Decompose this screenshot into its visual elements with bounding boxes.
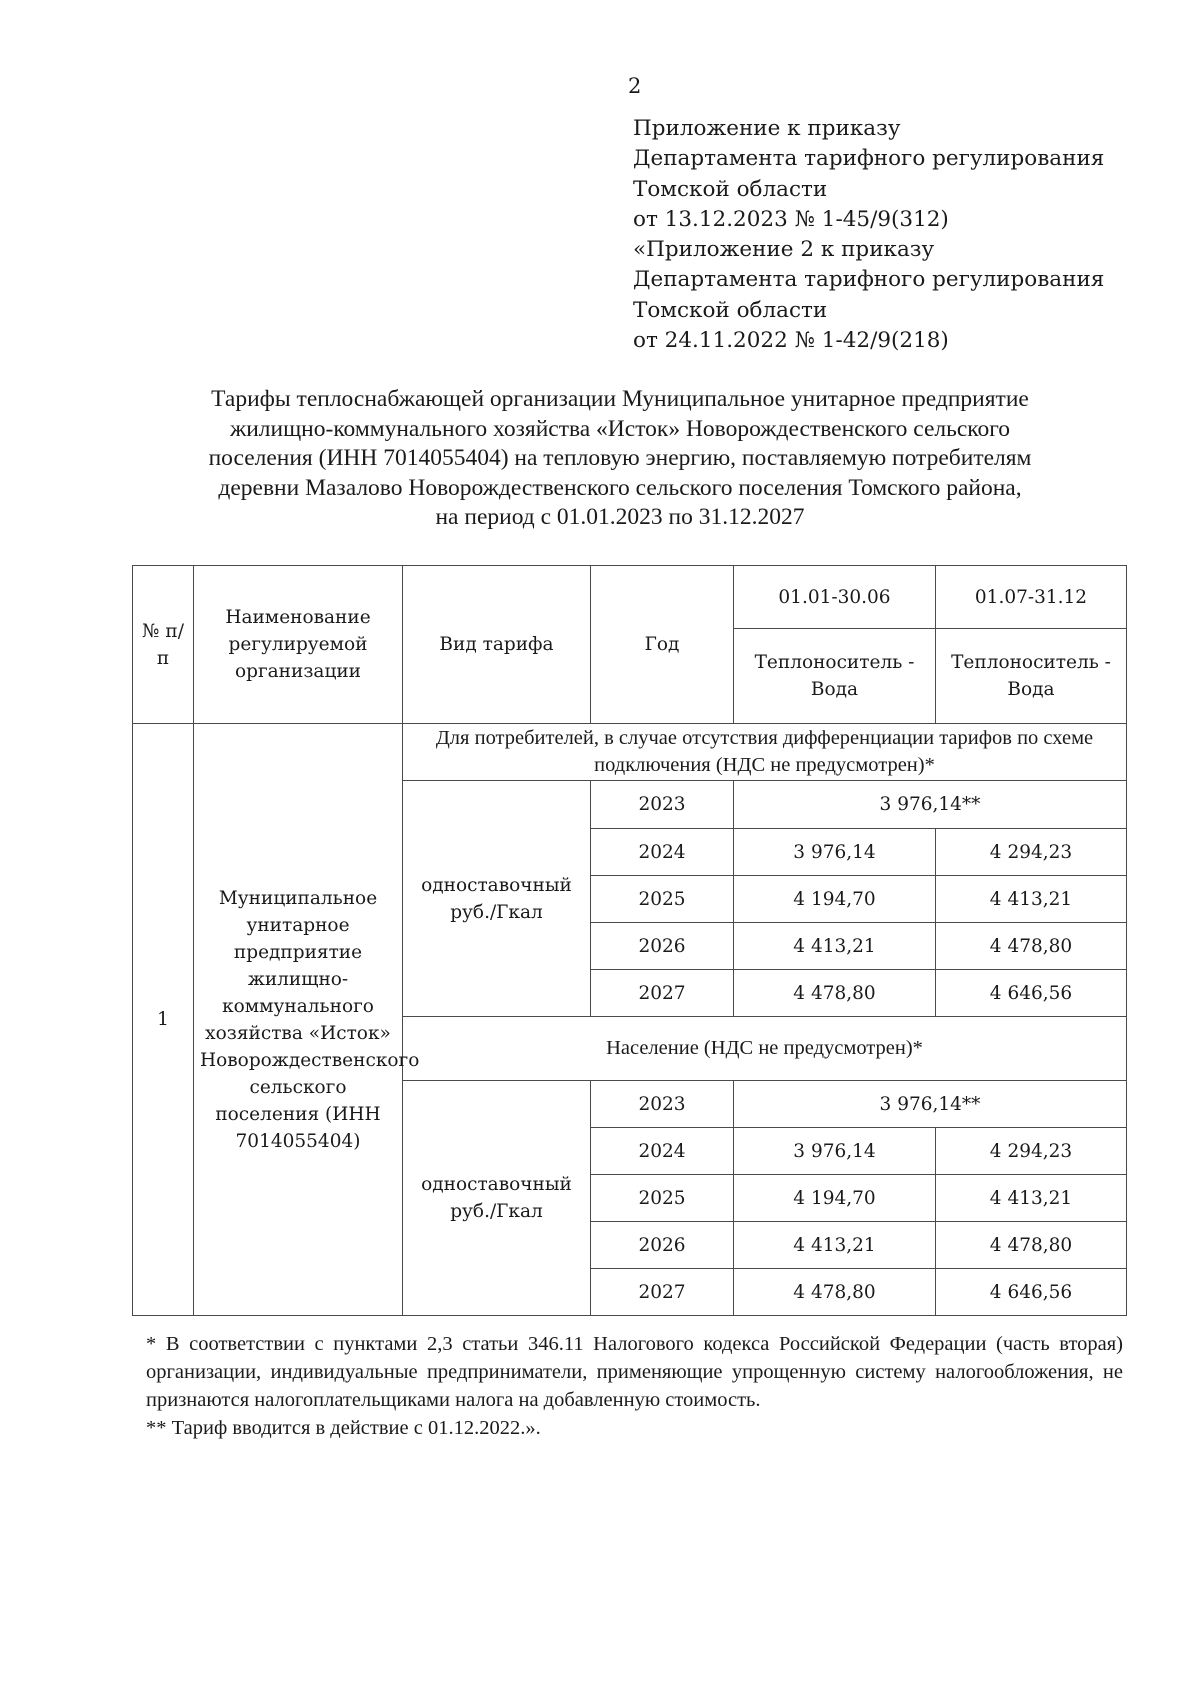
title-line: жилищно-коммунального хозяйства «Исток» Новорождественского сельского (229, 415, 1011, 442)
footnote-vat: * В соответствии с пунктами 2,3 статьи 346.11 Налогового кодекса Российской Федерации (часть вторая) организации, индивидуальные предприниматели, применяющие упрощенную систему налогообложения, не признаются налогоплательщиками налога на добавленную стоимость. (146, 1333, 1123, 1411)
year-cell: 2024 (591, 1128, 734, 1175)
title-line: поселения (ИНН 7014055404) на тепловую энергию, поставляемую потребителям (208, 445, 1032, 471)
value-h1: 4 194,70 (734, 876, 936, 923)
document-title (150, 385, 1090, 533)
header-period-1: 01.01-30.06 (734, 566, 936, 629)
header-org: Наименование регулируемой организации (194, 566, 403, 724)
annex-line: от 24.11.2022 № 1-42/9(218) (633, 328, 949, 354)
tariff-table (132, 565, 1127, 1316)
annex-line: Томской области (633, 176, 828, 202)
annex-line: Департамента тарифного регулирования (633, 267, 1105, 293)
annex-line: «Приложение 2 к приказу (633, 237, 935, 263)
org-name: Муниципальное унитарное предприятие жилищно-коммунального хозяйства «Исток» Новорождественского сельского поселения (ИНН 7014055404) (194, 724, 403, 1316)
merged-value-cell: 3 976,14** (734, 1081, 1127, 1128)
value-h1: 4 194,70 (734, 1175, 936, 1222)
value-h2: 4 478,80 (936, 1222, 1127, 1269)
title-line: деревни Мазалово Новорождественского сельского поселения Томского района, (218, 474, 1022, 501)
footnotes (146, 1330, 1123, 1442)
title-line: Тарифы теплоснабжающей организации Муниципальное унитарное предприятие (211, 386, 1029, 412)
value-h1: 3 976,14 (734, 829, 936, 876)
value-h1: 4 478,80 (734, 970, 936, 1017)
tariff-type: одноставочный руб./Гкал (403, 781, 591, 1017)
year-cell: 2024 (591, 829, 734, 876)
value-h2: 4 294,23 (936, 1128, 1127, 1175)
footnote-effective-date: ** Тариф вводится в действие с 01.12.2022.». (146, 1417, 541, 1439)
year-cell: 2027 (591, 970, 734, 1017)
value-h2: 4 646,56 (936, 1269, 1127, 1316)
annex-line: от 13.12.2023 № 1-45/9(312) (633, 206, 949, 232)
year-cell: 2023 (591, 781, 734, 829)
section-title: Население (НДС не предусмотрен)* (403, 1017, 1127, 1081)
value-h2: 4 646,56 (936, 970, 1127, 1017)
value-h1: 4 478,80 (734, 1269, 936, 1316)
tariff-type: одноставочный руб./Гкал (403, 1081, 591, 1316)
annex-line: Томской области (633, 297, 828, 323)
header-period-2: 01.07-31.12 (936, 566, 1127, 629)
year-cell: 2026 (591, 1222, 734, 1269)
page-number: 2 (628, 74, 642, 98)
year-cell: 2026 (591, 923, 734, 970)
year-cell: 2025 (591, 876, 734, 923)
annex-line: Департамента тарифного регулирования (633, 146, 1105, 172)
header-tariff-type: Вид тарифа (403, 566, 591, 724)
value-h1: 4 413,21 (734, 1222, 936, 1269)
section-title: Для потребителей, в случае отсутствия дифференциации тарифов по схеме подключения (НДС не предусмотрен)* (403, 724, 1127, 781)
year-cell: 2025 (591, 1175, 734, 1222)
header-num: № п/п (133, 566, 194, 724)
header-carrier-1: Теплоноситель - Вода (734, 629, 936, 724)
value-h1: 3 976,14 (734, 1128, 936, 1175)
year-cell: 2027 (591, 1269, 734, 1316)
value-h2: 4 294,23 (936, 829, 1127, 876)
merged-value-cell: 3 976,14** (734, 781, 1127, 829)
header-year: Год (591, 566, 734, 724)
row-number: 1 (133, 724, 194, 1316)
title-line: на период с 01.01.2023 по 31.12.2027 (435, 504, 805, 530)
value-h2: 4 478,80 (936, 923, 1127, 970)
annex-line: Приложение к приказу (633, 116, 901, 141)
year-cell: 2023 (591, 1081, 734, 1128)
annex-header (633, 114, 1104, 356)
value-h1: 4 413,21 (734, 923, 936, 970)
value-h2: 4 413,21 (936, 1175, 1127, 1222)
value-h2: 4 413,21 (936, 876, 1127, 923)
header-carrier-2: Теплоноситель - Вода (936, 629, 1127, 724)
